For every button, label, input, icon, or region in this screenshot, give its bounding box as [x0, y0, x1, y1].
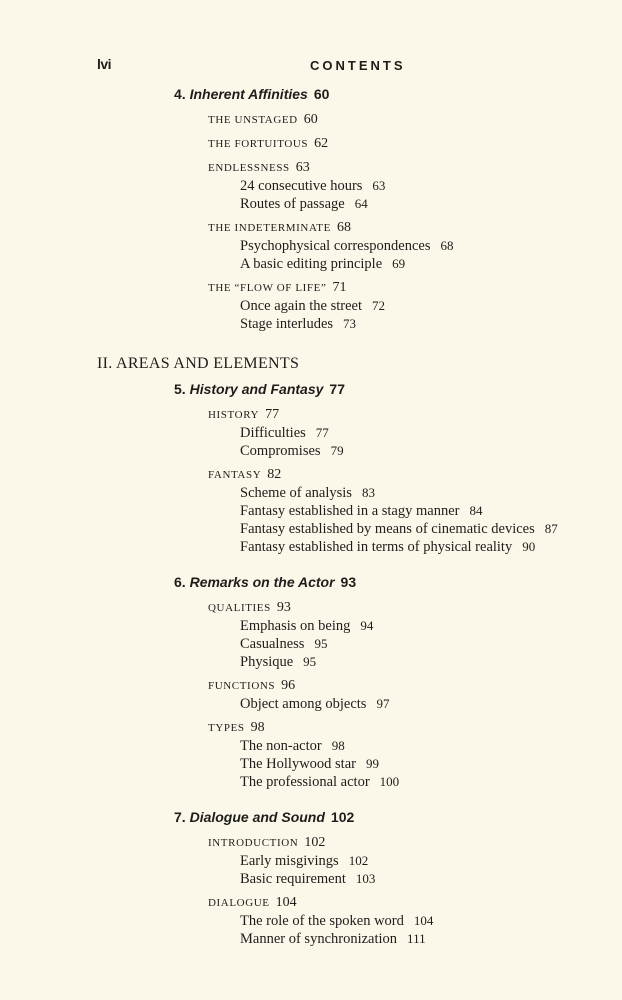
section-page: 60: [303, 112, 318, 127]
subsection-page: 90: [522, 539, 536, 554]
toc-section: [208, 719, 622, 791]
subsection-entry: [240, 695, 622, 713]
subsection-entry: [240, 852, 622, 870]
subsection-page: 100: [379, 774, 400, 789]
subsection-entry: [240, 870, 622, 888]
subsection-title: 24 consecutive hours: [240, 178, 363, 194]
section-heading: [208, 135, 622, 153]
subsection-entry: [240, 773, 622, 791]
subsection-entry: [240, 484, 622, 502]
subsection-title: Fantasy established in a stagy manner: [240, 503, 460, 519]
subsection-title: Scheme of analysis: [240, 485, 352, 501]
subsection-page: 95: [314, 636, 328, 651]
subsection-page: 87: [544, 521, 558, 536]
toc-section: [208, 894, 622, 948]
section-heading: [208, 719, 622, 737]
subsection-page: 102: [348, 853, 369, 868]
page-number: lvi: [97, 56, 112, 72]
chapter-number: 6.: [174, 574, 186, 590]
subsection-entry: [240, 538, 622, 556]
toc-section: [208, 599, 622, 671]
subsection-page: 83: [361, 485, 375, 500]
subsection-entry: [240, 237, 622, 255]
section-title: HISTORY: [208, 409, 260, 421]
subsection-page: 99: [365, 756, 379, 771]
subsection-entry: [240, 520, 622, 538]
toc-section: [208, 466, 622, 556]
subsection-title: Fantasy established in terms of physical reality: [240, 539, 513, 555]
subsection-entry: [240, 755, 622, 773]
subsection-title: Object among objects: [240, 696, 367, 712]
subsection-page: 94: [360, 618, 374, 633]
section-page: 96: [281, 678, 296, 693]
subsection-entry: [240, 930, 622, 948]
section-heading: [208, 406, 622, 424]
subsection-entry: [240, 635, 622, 653]
section-page: 68: [336, 220, 351, 235]
toc-section: [208, 677, 622, 713]
subsection-title: The Hollywood star: [240, 756, 356, 772]
running-head: CONTENTS: [310, 58, 406, 73]
section-heading: [208, 159, 622, 177]
chapter-5-heading: [174, 381, 622, 403]
section-page: 102: [304, 835, 326, 850]
subsection-page: 95: [303, 654, 317, 669]
section-heading: [208, 677, 622, 695]
subsection-entry: [240, 502, 622, 520]
chapter-6-heading: [174, 574, 622, 596]
chapter-title: Remarks on the Actor: [189, 574, 335, 590]
toc-section: [208, 111, 622, 129]
subsection-page: 69: [392, 256, 406, 271]
table-of-contents: [0, 86, 622, 948]
subsection-entry: [240, 315, 622, 333]
subsection-page: 63: [372, 178, 386, 193]
subsection-title: Compromises: [240, 443, 321, 459]
section-page: 63: [295, 160, 310, 175]
section-page: 104: [275, 895, 297, 910]
subsection-page: 98: [331, 738, 345, 753]
section-title: THE “FLOW OF LIFE”: [208, 282, 327, 294]
subsection-title: Emphasis on being: [240, 618, 351, 634]
toc-section: [208, 219, 622, 273]
toc-section: [208, 159, 622, 213]
subsection-page: 77: [315, 425, 329, 440]
subsection-title: Casualness: [240, 636, 305, 652]
section-title: THE FORTUITOUS: [208, 138, 309, 150]
section-heading: [208, 894, 622, 912]
subsection-entry: [240, 255, 622, 273]
subsection-entry: [240, 912, 622, 930]
section-title: TYPES: [208, 722, 245, 734]
toc-section: [208, 135, 622, 153]
subsection-entry: [240, 653, 622, 671]
subsection-title: Manner of synchronization: [240, 931, 398, 947]
subsection-title: The role of the spoken word: [240, 913, 404, 929]
subsection-entry: [240, 442, 622, 460]
subsection-entry: [240, 177, 622, 195]
subsection-entry: [240, 424, 622, 442]
section-title: FUNCTIONS: [208, 680, 276, 692]
section-page: 93: [276, 600, 291, 615]
section-heading: [208, 279, 622, 297]
section-title: QUALITIES: [208, 602, 271, 614]
chapter-4-heading: [174, 86, 622, 108]
chapter-7-heading: [174, 809, 622, 831]
section-page: 71: [332, 280, 347, 295]
section-title: THE UNSTAGED: [208, 114, 298, 126]
subsection-title: Stage interludes: [240, 316, 334, 332]
subsection-title: Basic requirement: [240, 871, 346, 887]
section-title: DIALOGUE: [208, 897, 270, 909]
section-title: THE INDETERMINATE: [208, 222, 331, 234]
subsection-page: 97: [376, 696, 390, 711]
subsection-page: 68: [440, 238, 454, 253]
subsection-title: Routes of passage: [240, 196, 345, 212]
chapter-page: 77: [329, 381, 345, 397]
subsection-title: Physique: [240, 654, 294, 670]
section-title: ENDLESSNESS: [208, 162, 290, 174]
subsection-entry: [240, 195, 622, 213]
chapter-title: Dialogue and Sound: [189, 809, 325, 825]
subsection-entry: [240, 617, 622, 635]
subsection-title: A basic editing principle: [240, 256, 383, 272]
chapter-number: 5.: [174, 381, 186, 397]
subsection-title: Psychophysical correspondences: [240, 238, 431, 254]
toc-section: [208, 834, 622, 888]
subsection-title: The professional actor: [240, 774, 370, 790]
subsection-title: Once again the street: [240, 298, 362, 314]
subsection-page: 111: [407, 931, 426, 946]
subsection-page: 79: [330, 443, 344, 458]
section-heading: [208, 111, 622, 129]
toc-section: [208, 406, 622, 460]
section-page: 98: [250, 720, 265, 735]
subsection-title: Difficulties: [240, 425, 306, 441]
chapter-title: History and Fantasy: [189, 381, 324, 397]
section-page: 82: [267, 467, 282, 482]
subsection-title: The non-actor: [240, 738, 322, 754]
chapter-page: 102: [330, 809, 355, 825]
part-heading: II. AREAS AND ELEMENTS: [97, 355, 300, 372]
subsection-page: 104: [413, 913, 434, 928]
section-page: 77: [265, 407, 280, 422]
subsection-page: 103: [355, 871, 376, 886]
section-heading: [208, 599, 622, 617]
chapter-page: 60: [313, 86, 330, 102]
chapter-page: 93: [340, 574, 357, 590]
chapter-title: Inherent Affinities: [189, 86, 308, 102]
subsection-entry: [240, 737, 622, 755]
section-heading: [208, 834, 622, 852]
subsection-page: 72: [371, 298, 385, 313]
section-page: 62: [314, 136, 329, 151]
section-heading: [208, 466, 622, 484]
chapter-number: 4.: [174, 86, 186, 102]
subsection-entry: [240, 297, 622, 315]
section-title: INTRODUCTION: [208, 837, 299, 849]
chapter-number: 7.: [174, 809, 186, 825]
subsection-page: 84: [469, 503, 483, 518]
subsection-page: 73: [343, 316, 357, 331]
section-heading: [208, 219, 622, 237]
subsection-page: 64: [354, 196, 368, 211]
page-header: [0, 56, 622, 78]
subsection-title: Early misgivings: [240, 853, 339, 869]
subsection-title: Fantasy established by means of cinematic devices: [240, 521, 535, 537]
section-title: FANTASY: [208, 469, 262, 481]
toc-section: [208, 279, 622, 333]
